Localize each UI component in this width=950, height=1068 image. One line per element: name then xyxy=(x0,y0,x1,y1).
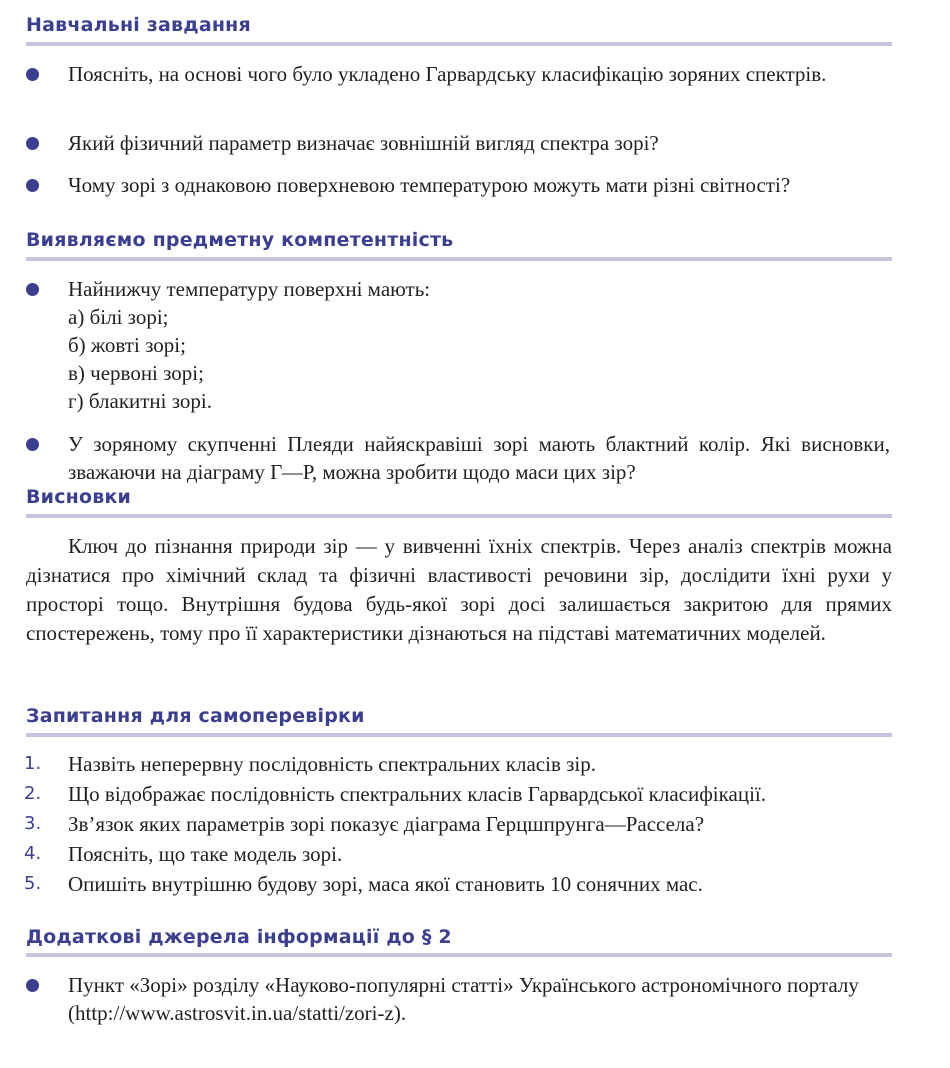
bullet-icon xyxy=(26,283,39,296)
section-heading-conclusions: Висновки xyxy=(26,486,132,508)
section-heading-additional-sources: Додаткові джерела інформації до § 2 xyxy=(26,926,452,948)
section-divider xyxy=(26,514,892,518)
list-item: Поясніть, на основі чого було укладено Гарвардську класифікацію зоряних спектрів. xyxy=(68,62,827,86)
bullet-icon xyxy=(26,438,39,451)
bullet-icon xyxy=(26,137,39,150)
conclusions-paragraph: Ключ до пізнання природи зір — у вивченні їхніх спектрів. Через аналіз спектрів можна дізнатися про хімічний склад та фізичні властивості речовини зір, дослідити їхні рухи у просторі тощо. Внутрішня будова будь-якої зорі досі залишається закритою для прямих спостережень, тому про її характеристики дізнаються на підставі математичних моделей. xyxy=(26,534,892,645)
section-heading-self-check: Запитання для самоперевірки xyxy=(26,705,365,727)
list-item: Назвіть неперервну послідовність спектральних класів зір. xyxy=(68,752,597,776)
section-divider xyxy=(26,953,892,957)
bullet-icon xyxy=(26,179,39,192)
source-link[interactable]: (http://www.astrosvit.in.ua/statti/zori-z). xyxy=(68,1001,407,1025)
item-number: 1. xyxy=(24,753,42,774)
list-item: Поясніть, що таке модель зорі. xyxy=(68,842,343,866)
question-item xyxy=(68,275,890,415)
answer-option: в) червоні зорі; xyxy=(68,361,204,385)
source-description: Пункт «Зорі» розділу «Науково-популярні статті» Українського астрономічного порталу xyxy=(68,973,859,997)
question-text: Найнижчу температуру поверхні мають: xyxy=(68,277,431,301)
bullet-icon xyxy=(26,979,39,992)
section-divider xyxy=(26,257,892,261)
answer-option: а) білі зорі; xyxy=(68,305,169,329)
item-number: 3. xyxy=(24,813,42,834)
section-divider xyxy=(26,42,892,46)
answer-option: б) жовті зорі; xyxy=(68,333,186,357)
list-item: Зв’язок яких параметрів зорі показує діаграма Герцшпрунга—Рассела? xyxy=(68,812,705,836)
section-heading-learning-tasks: Навчальні завдання xyxy=(26,14,251,36)
item-number: 4. xyxy=(24,843,42,864)
bullet-icon xyxy=(26,68,39,81)
list-item: Чому зорі з однаковою поверхневою температурою можуть мати різні світності? xyxy=(68,173,791,197)
section-heading-competence: Виявляємо предметну компетентність xyxy=(26,229,454,251)
list-item: Який фізичний параметр визначає зовнішній вигляд спектра зорі? xyxy=(68,131,659,155)
source-item xyxy=(68,971,890,1027)
list-item: Що відображає послідовність спектральних класів Гарвардської класифікації. xyxy=(68,782,767,806)
list-item: Опишіть внутрішню будову зорі, маса якої становить 10 сонячних мас. xyxy=(68,872,703,896)
answer-option: г) блакитні зорі. xyxy=(68,389,213,413)
question-item: У зоряному скупченні Плеяди найяскравіші зорі мають блактний колір. Які висновки, зважаючи на діаграму Г—Р, можна зробити щодо маси цих зір? xyxy=(68,432,890,484)
item-number: 5. xyxy=(24,873,42,894)
section-divider xyxy=(26,733,892,737)
item-number: 2. xyxy=(24,783,42,804)
